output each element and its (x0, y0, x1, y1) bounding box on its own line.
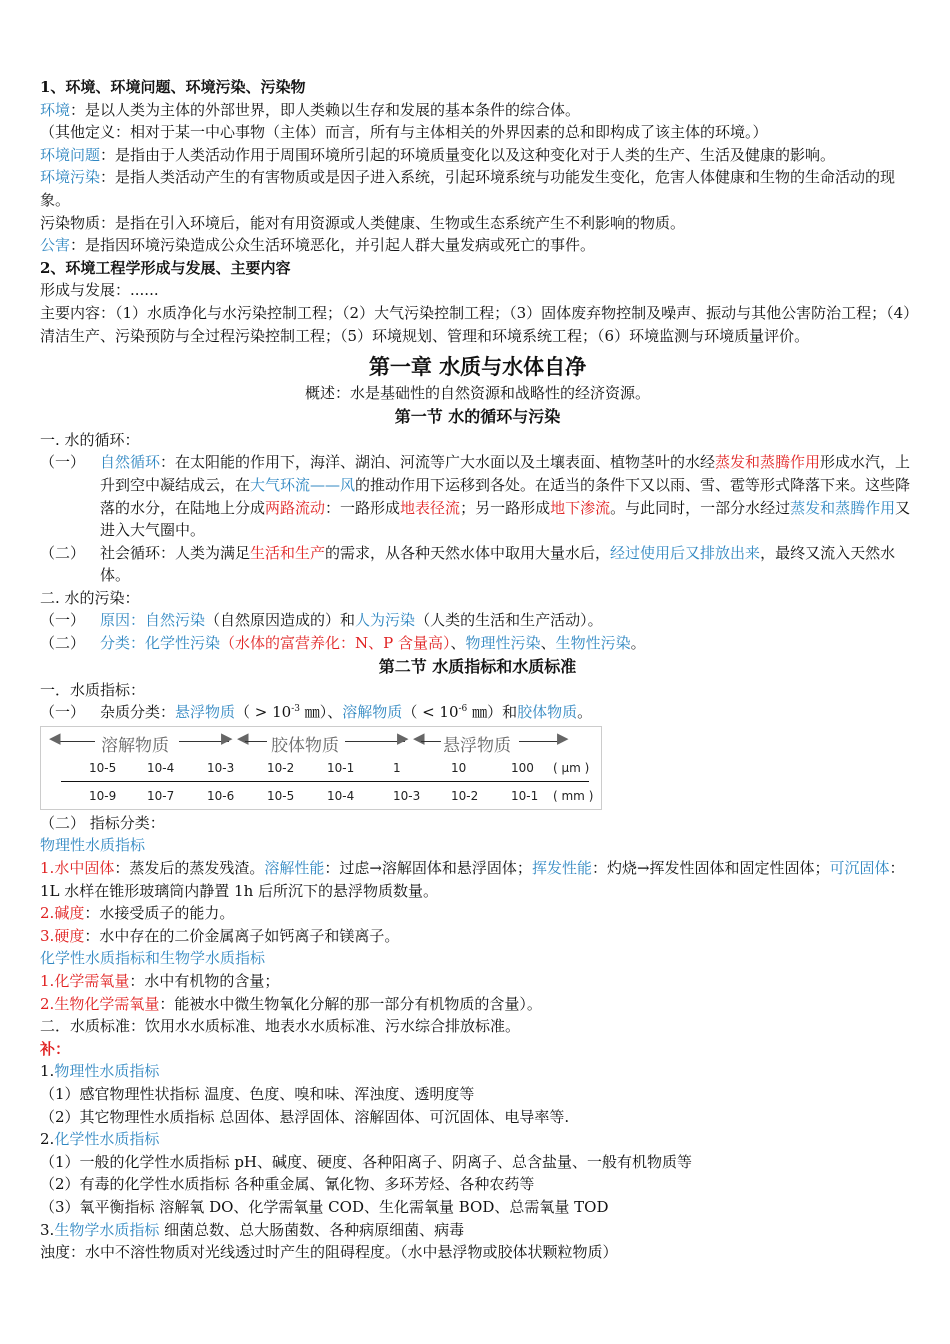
chapter-summary: 概述：水是基础性的自然资源和战略性的经济资源。 (304, 384, 650, 403)
text-span: ；另一路形成 (460, 498, 551, 517)
highlight-blue: 大气环流——风 (250, 475, 356, 494)
highlight-red: （水体的富营养化：N、P 含量高） (220, 634, 451, 653)
mm-tick-0: 10-9 (89, 788, 117, 803)
highlight-blue: 物理性污染 (465, 634, 541, 653)
impurity-text (100, 701, 915, 724)
water-cycle-heading: 一. 水的循环： (40, 430, 140, 449)
text-span: （自然原因造成的）和 (205, 611, 356, 630)
physical-item-2 (40, 902, 915, 925)
text-span: ：水中有机物的含量； (129, 972, 280, 990)
hazard-definition (40, 234, 915, 257)
physical-item-1 (40, 857, 915, 902)
exponent: -6 (458, 704, 468, 715)
mm-tick-3: 10-5 (267, 788, 295, 803)
highlight-blue: 溶解性能 (264, 859, 325, 878)
main-content-paragraph: 主要内容：（1）水质净化与水污染控制工程；（2）大气污染控制工程；（3）固体废弃物控制及噪声、振动与其他公害防治工程；（4）清洁生产、污染预防与全过程污染控制工程；（5）环境规划、管理和环境系统工程；（6）环境监测与环境质量评价。 (40, 303, 911, 345)
particle-size-scale (40, 726, 602, 810)
mm-tick-5: 10-3 (393, 788, 421, 803)
natural-cycle-term: 自然循环 (100, 453, 161, 472)
supp-chemical-b: （2）有毒的化学性水质指标 各种重金属、氰化物、多环芳烃、各种农药等 (40, 1175, 535, 1194)
um-tick-0: 10-5 (89, 760, 117, 775)
physical-item-3 (40, 925, 915, 948)
um-tick-5: 1 (393, 760, 401, 775)
text-span: 的推动作用下运移到各处。在适当的条件下又以雨、雪、雹等形式降落下来。这些降落的水分，在陆地上分成 (100, 475, 911, 517)
text-span: 。 (577, 703, 593, 722)
env-definition (40, 99, 915, 122)
text-span: 、 (450, 634, 466, 653)
cause-label: 原因： (100, 611, 146, 630)
item-number: 3. (40, 1220, 55, 1239)
text-span: ：一路形成 (325, 498, 401, 517)
text-span: （ < 10 (402, 703, 459, 722)
problem-term: 环境问题 (40, 145, 101, 164)
standards-line: 二．水质标准：饮用水水质标准、地表水水质标准、污水综合排放标准。 (40, 1017, 521, 1036)
highlight-red: 地表径流 (400, 498, 461, 517)
scale-category-suspended: 悬浮物质 (443, 735, 511, 756)
um-tick-6: 10 (451, 760, 467, 775)
item-number: 1. (40, 972, 55, 990)
text-span: ：1L 水样在锥形玻璃筒内静置 1h 后所沉下的悬浮物质数量。 (40, 859, 905, 900)
um-tick-2: 10-3 (207, 760, 235, 775)
section-2-title: 2、环境工程学形成与发展、主要内容 (40, 258, 291, 277)
mm-tick-4: 10-4 (327, 788, 355, 803)
item-number: （二） (40, 634, 86, 653)
highlight-blue: 悬浮物质 (175, 703, 236, 722)
hazard-term: 公害 (40, 236, 71, 255)
highlight-red: 水中固体 (54, 859, 115, 878)
social-cycle-item (40, 542, 915, 587)
mm-tick-1: 10-7 (147, 788, 175, 803)
index-class-heading: （二） 指标分类： (40, 813, 165, 832)
highlight-blue: 化学性污染 (145, 634, 221, 653)
text-span: ：能被水中微生物氧化分解的那一部分有机物质的含量）。 (159, 994, 542, 1013)
exponent: -3 (291, 704, 301, 715)
item-number: 2. (40, 904, 55, 923)
text-span: 。与此同时，一部分水经过 (610, 498, 791, 517)
highlight-red: 化学需氧量 (54, 972, 130, 990)
supp-chemical-heading (40, 1128, 915, 1151)
item-number: （一） (40, 703, 86, 722)
highlight-blue: 生物性污染 (555, 634, 631, 653)
text-span: 杂质分类： (100, 703, 176, 722)
water-pollution-heading: 二. 水的污染： (40, 588, 140, 607)
item-number: （一） (40, 453, 86, 472)
highlight-red: 两路流动 (265, 498, 326, 517)
natural-cycle-item (40, 451, 915, 541)
pollution-class-item (40, 632, 915, 655)
um-unit-label: ( μm ) (553, 760, 590, 775)
chapter-title: 第一章 水质与水体自净 (368, 354, 587, 380)
cause-text (100, 609, 915, 632)
supp-chemical-c: （3）氧平衡指标 溶解氧 DO、化学需氧量 COD、生化需氧量 BOD、总需氧量 TOD (40, 1197, 609, 1216)
item-number: （二） (40, 543, 86, 562)
class-text (100, 632, 915, 655)
item-number: 1. (40, 859, 55, 878)
mm-tick-2: 10-6 (207, 788, 235, 803)
highlight-blue: 人为污染 (355, 611, 416, 630)
document-page (40, 76, 915, 1264)
text-span: 社会循环：人类为满足 (100, 543, 251, 562)
highlight-red: 生物化学需氧量 (54, 994, 160, 1013)
natural-cycle-text (100, 451, 915, 541)
item-number: 3. (40, 926, 55, 945)
text-span: 、 (540, 634, 556, 653)
pollution-def-text: ：是指人类活动产生的有害物质或是因子进入系统，引起环境系统与功能发生变化，危害人体健康和生物的生命活动的现象。 (40, 168, 896, 209)
item-number: 2. (40, 1130, 55, 1149)
highlight-red: 碱度 (54, 904, 85, 923)
formation-line: 形成与发展：...... (40, 281, 159, 300)
chemical-item-2 (40, 993, 915, 1016)
text-span: ：灼烧→挥发性固体和固定性固体； (591, 859, 830, 878)
highlight-blue: 化学性水质指标 (54, 1130, 160, 1149)
item-number: 1. (40, 1062, 55, 1081)
highlight-red: 生活和生产 (250, 543, 326, 562)
text-span: 。 (630, 634, 646, 653)
arrow-right-icon: ▶ (221, 728, 233, 747)
highlight-blue: 经过使用后又排放出来 (610, 543, 761, 562)
arrow-right-icon: ▶ (557, 728, 569, 747)
highlight-blue: 生物学水质指标 (54, 1220, 160, 1239)
scale-axis (61, 781, 589, 782)
item-number: （一） (40, 611, 86, 630)
highlight-blue: 蒸发和蒸腾作用 (790, 498, 896, 517)
arrow-line (421, 741, 441, 742)
scale-category-dissolved: 溶解物质 (101, 735, 169, 756)
text-span: ：水接受质子的能力。 (84, 904, 235, 923)
text-span: ，最终又流入天然水体。 (100, 543, 896, 585)
highlight-blue: 溶解物质 (342, 703, 403, 722)
text-span: ㎜）和 (467, 703, 518, 722)
section-1-title: 1、环境、环境问题、环境污染、污染物 (40, 78, 306, 96)
supp-biological-line (40, 1219, 915, 1242)
supplement-heading: 补： (40, 1039, 71, 1058)
mm-tick-7: 10-1 (511, 788, 539, 803)
highlight-blue: 自然污染 (145, 611, 206, 630)
env-pollution-definition (40, 166, 915, 211)
section-2-heading: 第二节 水质指标和水质标准 (378, 656, 577, 676)
text-span: ：在太阳能的作用下，海洋、湖泊、河流等广大水面以及土壤表面、植物茎叶的水经 (160, 453, 716, 472)
water-index-heading: 一．水质指标： (40, 680, 146, 699)
text-span: 的需求，从各种天然水体中取用大量水后， (325, 543, 611, 562)
problem-def-text: ：是指由于人类活动作用于周围环境所引起的环境质量变化以及这种变化对于人类的生产、生活及健康的影响。 (100, 145, 836, 164)
text-span: ㎜）、 (300, 703, 343, 722)
text-span: （ > 10 (235, 703, 292, 722)
section-1-heading: 第一节 水的循环与污染 (394, 406, 561, 426)
highlight-red: 蒸发和蒸腾作用 (715, 453, 821, 472)
arrow-left-icon: ◀ (237, 728, 249, 747)
um-tick-3: 10-2 (267, 760, 295, 775)
item-number: 2. (40, 994, 55, 1013)
highlight-red: 硬度 (54, 926, 85, 945)
highlight-red: 地下渗流 (550, 498, 611, 517)
text-span: （人类的生活和生产活动）。 (415, 611, 603, 630)
env-def-text: ：是以人类为主体的外部世界，即人类赖以生存和发展的基本条件的综合体。 (70, 100, 581, 119)
pollutant-definition: 污染物质：是指在引入环境后，能对有用资源或人类健康、生物或生态系统产生不利影响的物质。 (40, 213, 686, 232)
arrow-left-icon: ◀ (49, 728, 61, 747)
arrow-line (345, 741, 405, 742)
scale-category-colloid: 胶体物质 (271, 735, 339, 756)
hazard-def-text: ：是指因环境污染造成公众生活环境恶化，并引起人群大量发病或死亡的事件。 (70, 236, 596, 255)
supp-physical-b: （2）其它物理性水质指标 总固体、悬浮固体、溶解固体、可沉固体、电导率等. (40, 1107, 570, 1126)
um-tick-1: 10-4 (147, 760, 175, 775)
env-term: 环境 (40, 100, 71, 119)
um-tick-7: 100 (511, 760, 534, 775)
arrow-left-icon: ◀ (413, 728, 425, 747)
text-span: ：过虑→溶解固体和悬浮固体； (324, 859, 532, 878)
impurity-class-item (40, 701, 915, 724)
supp-chemical-a: （1）一般的化学性水质指标 pH、碱度、硬度、各种阳离子、阴离子、总含盐量、一般有机物质等 (40, 1152, 692, 1171)
um-tick-4: 10-1 (327, 760, 355, 775)
text-span: 细菌总数、总大肠菌数、各种病原细菌、病毒 (159, 1220, 465, 1239)
pollution-term: 环境污染 (40, 168, 101, 187)
text-span: 形成水汽，上升到空中凝结成云，在 (100, 453, 911, 494)
env-other-definition: （其他定义：相对于某一中心事物（主体）而言，所有与主体相关的外界因素的总和即构成了该主体的环境。） (40, 123, 768, 142)
arrow-line (55, 741, 95, 742)
text-span: ：蒸发后的蒸发残渣。 (114, 859, 265, 878)
highlight-blue: 挥发性能 (531, 859, 592, 878)
chemical-item-1 (40, 970, 915, 993)
pollution-cause-item (40, 609, 915, 632)
physical-index-heading: 物理性水质指标 (40, 836, 146, 855)
text-span: ：水中存在的二价金属离子如钙离子和镁离子。 (84, 926, 400, 945)
class-label: 分类： (100, 634, 146, 653)
highlight-blue: 物理性水质指标 (54, 1062, 160, 1081)
mm-unit-label: ( mm ) (553, 788, 594, 803)
social-cycle-text (100, 542, 915, 587)
highlight-blue: 胶体物质 (517, 703, 578, 722)
mm-tick-6: 10-2 (451, 788, 479, 803)
text-span: 又进入大气圈中。 (100, 498, 911, 540)
supp-physical-a: （1）感官物理性状指标 温度、色度、嗅和味、浑浊度、透明度等 (40, 1084, 475, 1103)
arrow-right-icon: ▶ (397, 728, 409, 747)
turbidity-line: 浊度：水中不溶性物质对光线透过时产生的阻碍程度。（水中悬浮物或胶体状颗粒物质） (40, 1243, 618, 1262)
chemical-index-heading: 化学性水质指标和生物学水质指标 (40, 949, 266, 968)
highlight-blue: 可沉固体 (829, 859, 890, 878)
supp-physical-heading (40, 1060, 915, 1083)
arrow-line (245, 741, 267, 742)
env-problem-definition (40, 144, 915, 167)
